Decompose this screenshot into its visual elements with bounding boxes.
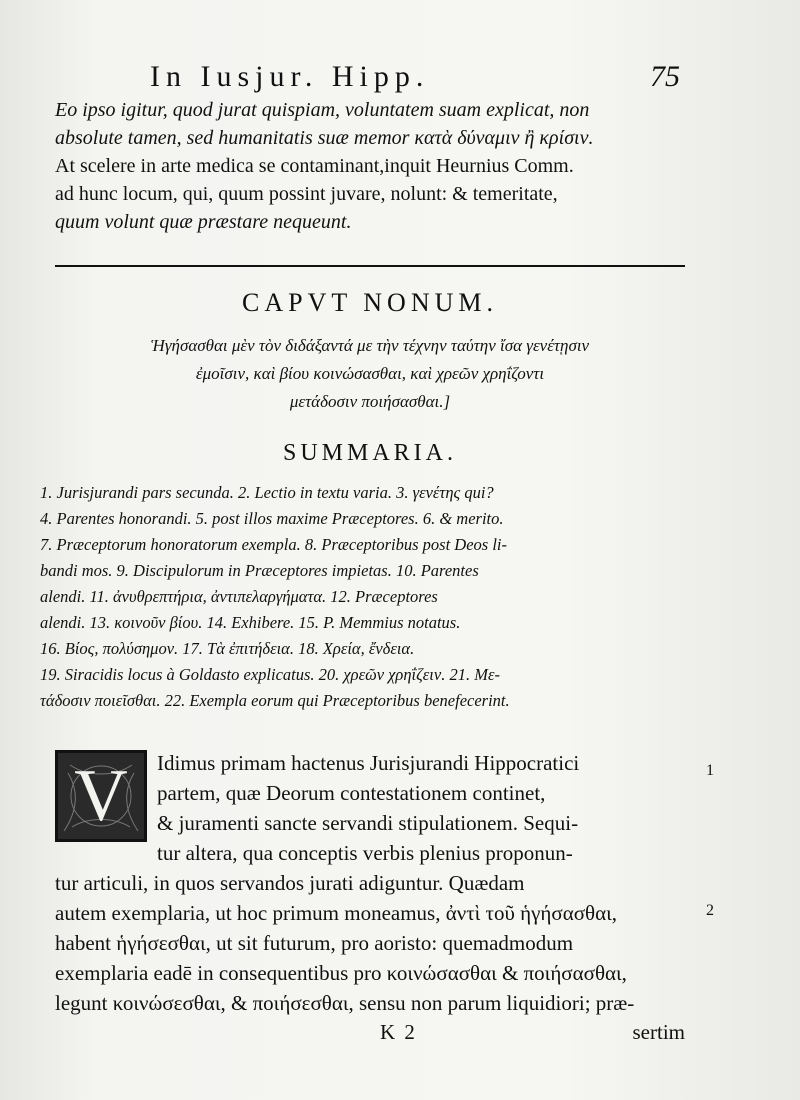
summary-line: 16. Βίος, πολύσημον. 17. Τὰ ἐπιτήδεια. 18. Χρεία, ἔνδεια. [40,639,415,658]
summary-line: 19. Siracidis locus à Goldasto explicatus. 20. χρεῶν χρηΐζειν. 21. Με- [40,665,500,684]
chapter-epigraph [85,332,655,416]
body-line: tur altera, qua conceptis verbis plenius proponun- [157,841,573,865]
section-divider-rule [55,265,685,267]
body-line: autem exemplaria, ut hoc primum moneamus, ἀντὶ τοῦ ἡγήσασθαι, [55,901,617,925]
carryover-paragraph [55,96,685,236]
body-line: exemplaria eadē in consequentibus pro κοινώσασθαι & ποιήσασθαι, [55,961,627,985]
summaria-heading: SUMMARIA. [282,440,458,466]
body-line: tur articuli, in quos servandos jurati adiguntur. Quædam [55,871,525,895]
epigraph-line: ἐμοῖσιν, καὶ βίου κοινώσασθαι, καὶ χρεῶν χρηΐζοντι [195,364,545,383]
running-head: In Iusjur. Hipp. [150,60,430,93]
epigraph-line: Ἡγήσασθαι μὲν τὸν διδάξαντά με τὴν τέχνην ταύτην ἴσα γενέτῃσιν [150,336,590,355]
body-line: habent ἡγήσεσθαι, ut sit futurum, pro aoristo: quemadmodum [55,931,574,955]
catchword: sertim [632,1020,685,1044]
margin-note: 2 [706,902,714,919]
summary-line: τάδοσιν ποιεῖσθαι. 22. Exempla eorum qui Præceptoribus benefecerint. [40,691,510,710]
summary-line: alendi. 11. ἀνυθρεπτήρια, ἀντιπελαργήματα. 12. Præceptores [40,587,438,606]
summaria-list [40,480,690,714]
carryover-line: quum volunt quæ præstare nequeunt. [55,211,352,233]
carryover-line: ad hunc locum, qui, quum possint juvare, nolunt: & temeritate, [55,183,558,205]
signature-mark: K 2 [380,1020,417,1044]
body-line: & juramenti sancte servandi stipulationem. Sequi- [157,811,579,835]
chapter-body [55,748,685,1018]
margin-note: 1 [706,762,714,779]
body-line: Idimus primam hactenus Jurisjurandi Hippocratici [157,751,580,775]
epigraph-line: μετάδοσιν ποιήσασθαι.] [289,392,451,411]
carryover-line: Eo ipso igitur, quod jurat quispiam, voluntatem suam explicat, non [55,99,590,121]
body-line: legunt κοινώσεσθαι, & ποιήσεσθαι, sensu non parum liquidiori; præ- [55,991,635,1015]
summary-line: 4. Parentes honorandi. 5. post illos maxime Præceptores. 6. & merito. [40,509,504,528]
summary-line: alendi. 13. κοινοῦν βίου. 14. Exhibere. 15. P. Memmius notatus. [40,613,461,632]
summary-line: bandi mos. 9. Discipulorum in Præceptores impietas. 10. Parentes [40,561,479,580]
carryover-line: absolute tamen, sed humanitatis suæ memor κατὰ δύναμιν ἢ κρίσιν. [55,127,594,149]
summary-line: 1. Jurisjurandi pars secunda. 2. Lectio in textu varia. 3. γενέτης qui? [40,483,494,502]
summary-line: 7. Præceptorum honoratorum exempla. 8. Præceptoribus post Deos li- [40,535,508,554]
carryover-line: At scelere in arte medica se contaminant,inquit Heurnius Comm. [55,155,574,177]
decorated-initial [55,750,147,842]
page-number: 75 [650,60,680,93]
chapter-title: CAPVT NONUM. [242,288,498,317]
body-line: partem, quæ Deorum contestationem continet, [157,781,546,805]
initial-letter: V [74,755,128,837]
